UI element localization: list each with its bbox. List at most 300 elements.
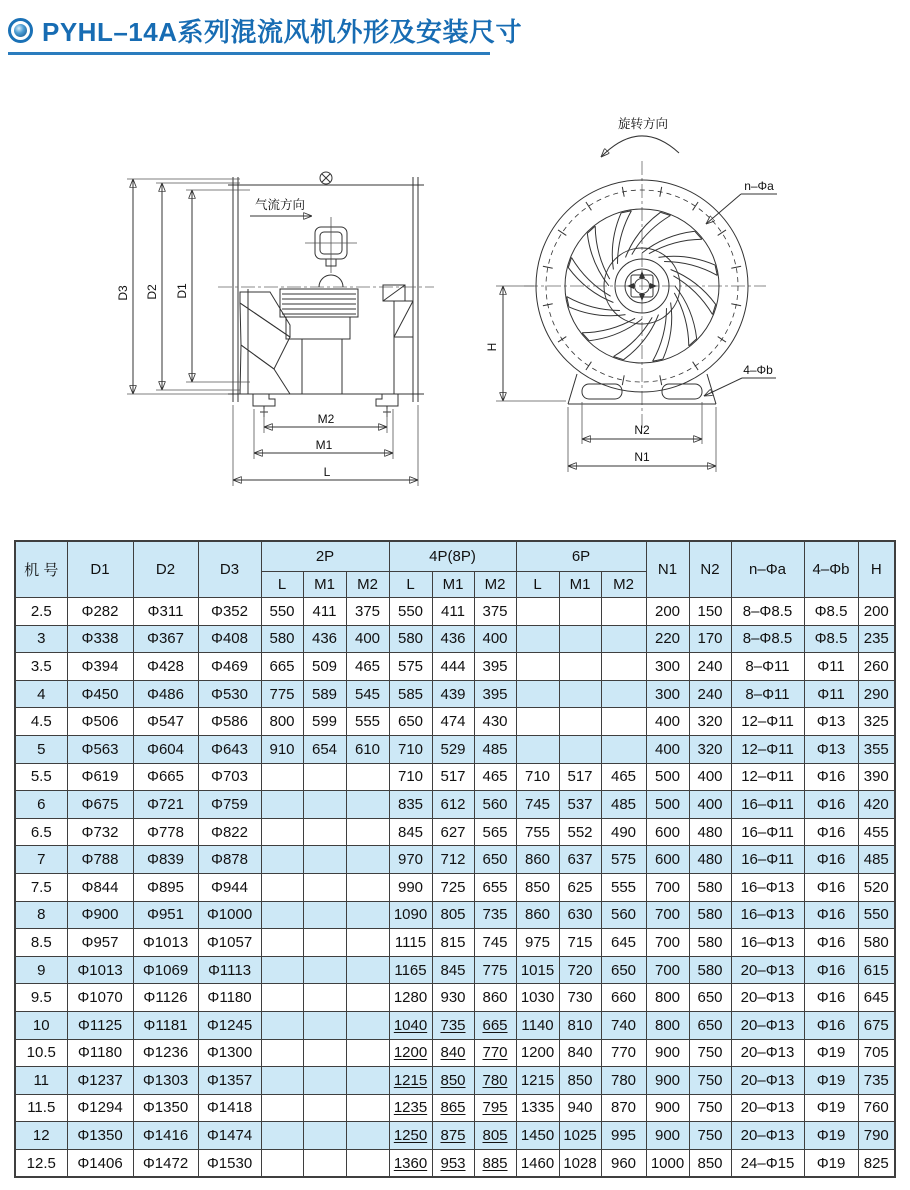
- value-cell: 705: [858, 1039, 895, 1067]
- value-cell: 465: [474, 763, 516, 791]
- value-cell: 300: [646, 680, 689, 708]
- rotation-direction: [601, 116, 679, 157]
- value-cell: 825: [858, 1149, 895, 1177]
- value-cell: [261, 929, 303, 957]
- value-cell: 8–Φ8.5: [731, 598, 804, 626]
- value-cell: 930: [432, 984, 474, 1012]
- value-cell: Φ16: [804, 984, 858, 1012]
- value-cell: Φ8.5: [804, 598, 858, 626]
- col-header-d1: D1: [67, 541, 133, 598]
- value-cell: 20–Φ13: [731, 1094, 804, 1122]
- value-cell: 589: [303, 680, 346, 708]
- value-cell: Φ11: [804, 680, 858, 708]
- value-cell: 320: [689, 735, 731, 763]
- value-cell: Φ16: [804, 929, 858, 957]
- value-cell: 875: [432, 1122, 474, 1150]
- value-cell: 1215: [389, 1067, 432, 1095]
- value-cell: 740: [601, 1011, 646, 1039]
- value-cell: [303, 956, 346, 984]
- value-cell: 390: [858, 763, 895, 791]
- value-cell: Φ778: [133, 818, 198, 846]
- table-row: [15, 929, 895, 957]
- value-cell: [346, 956, 389, 984]
- value-cell: 850: [559, 1067, 601, 1095]
- group-header-6p: 6P: [516, 541, 646, 572]
- value-cell: [303, 1122, 346, 1150]
- value-cell: Φ1416: [133, 1122, 198, 1150]
- value-cell: Φ19: [804, 1149, 858, 1177]
- value-cell: 1360: [389, 1149, 432, 1177]
- value-cell: 485: [601, 791, 646, 819]
- value-cell: [303, 1011, 346, 1039]
- value-cell: Φ16: [804, 1011, 858, 1039]
- value-cell: Φ957: [67, 929, 133, 957]
- value-cell: 775: [474, 956, 516, 984]
- value-cell: 150: [689, 598, 731, 626]
- value-cell: 395: [474, 653, 516, 681]
- sub-header-l: L: [261, 572, 303, 598]
- value-cell: Φ1070: [67, 984, 133, 1012]
- value-cell: 615: [858, 956, 895, 984]
- value-cell: Φ19: [804, 1039, 858, 1067]
- value-cell: 612: [432, 791, 474, 819]
- value-cell: Φ844: [67, 873, 133, 901]
- h-label: H: [485, 342, 499, 352]
- value-cell: 600: [646, 818, 689, 846]
- value-cell: 1280: [389, 984, 432, 1012]
- value-cell: Φ16: [804, 763, 858, 791]
- value-cell: 455: [858, 818, 895, 846]
- model-cell: 4.5: [15, 708, 67, 736]
- value-cell: 1335: [516, 1094, 559, 1122]
- table-row: [15, 846, 895, 874]
- value-cell: 8–Φ11: [731, 680, 804, 708]
- value-cell: Φ19: [804, 1094, 858, 1122]
- value-cell: 625: [559, 873, 601, 901]
- value-cell: 700: [646, 901, 689, 929]
- value-cell: Φ338: [67, 625, 133, 653]
- value-cell: Φ19: [804, 1122, 858, 1150]
- value-cell: 480: [689, 818, 731, 846]
- value-cell: 645: [858, 984, 895, 1012]
- col-header-n2: N2: [689, 541, 731, 598]
- value-cell: 710: [389, 735, 432, 763]
- col-header-n1: N1: [646, 541, 689, 598]
- value-cell: Φ1181: [133, 1011, 198, 1039]
- value-cell: Φ1013: [67, 956, 133, 984]
- value-cell: 770: [601, 1039, 646, 1067]
- value-cell: 850: [432, 1067, 474, 1095]
- value-cell: [346, 846, 389, 874]
- value-cell: [516, 653, 559, 681]
- value-cell: [601, 680, 646, 708]
- value-cell: 710: [516, 763, 559, 791]
- value-cell: [346, 1149, 389, 1177]
- table-body: [15, 598, 895, 1178]
- value-cell: 325: [858, 708, 895, 736]
- value-cell: 940: [559, 1094, 601, 1122]
- value-cell: 1028: [559, 1149, 601, 1177]
- value-cell: Φ643: [198, 735, 261, 763]
- impeller: [240, 289, 290, 394]
- value-cell: 517: [559, 763, 601, 791]
- table-row: [15, 1094, 895, 1122]
- table-row: [15, 1149, 895, 1177]
- model-cell: 11.5: [15, 1094, 67, 1122]
- technical-drawings: [0, 55, 910, 540]
- value-cell: Φ530: [198, 680, 261, 708]
- bolt-spec-label: n–Φa: [744, 179, 774, 193]
- value-cell: 580: [689, 901, 731, 929]
- model-cell: 9: [15, 956, 67, 984]
- value-cell: 805: [474, 1122, 516, 1150]
- value-cell: 436: [432, 625, 474, 653]
- col-header-n-phi-a: n–Φa: [731, 541, 804, 598]
- value-cell: [516, 708, 559, 736]
- value-cell: Φ1113: [198, 956, 261, 984]
- value-cell: 840: [559, 1039, 601, 1067]
- value-cell: 16–Φ11: [731, 846, 804, 874]
- value-cell: Φ1300: [198, 1039, 261, 1067]
- value-cell: [303, 1067, 346, 1095]
- value-cell: 8–Φ8.5: [731, 625, 804, 653]
- group-header-2p: 2P: [261, 541, 389, 572]
- sub-header-m2: M2: [601, 572, 646, 598]
- value-cell: 780: [474, 1067, 516, 1095]
- table-row: [15, 653, 895, 681]
- value-cell: 575: [601, 846, 646, 874]
- value-cell: 900: [646, 1039, 689, 1067]
- value-cell: Φ16: [804, 873, 858, 901]
- value-cell: 654: [303, 735, 346, 763]
- value-cell: [346, 901, 389, 929]
- value-cell: 490: [601, 818, 646, 846]
- value-cell: 630: [559, 901, 601, 929]
- dimension-m2: [264, 409, 387, 433]
- value-cell: [601, 625, 646, 653]
- value-cell: 755: [516, 818, 559, 846]
- value-cell: 537: [559, 791, 601, 819]
- value-cell: 400: [646, 708, 689, 736]
- value-cell: 770: [474, 1039, 516, 1067]
- foot-hole-callout: [704, 363, 776, 396]
- value-cell: 520: [858, 873, 895, 901]
- value-cell: 24–Φ15: [731, 1149, 804, 1177]
- value-cell: Φ16: [804, 818, 858, 846]
- table-row: [15, 1067, 895, 1095]
- value-cell: 750: [689, 1039, 731, 1067]
- value-cell: 411: [432, 598, 474, 626]
- value-cell: [346, 1011, 389, 1039]
- model-cell: 7: [15, 846, 67, 874]
- value-cell: [559, 598, 601, 626]
- value-cell: [303, 818, 346, 846]
- value-cell: 845: [432, 956, 474, 984]
- col-header-h: H: [858, 541, 895, 598]
- value-cell: 970: [389, 846, 432, 874]
- value-cell: 500: [646, 791, 689, 819]
- value-cell: 1235: [389, 1094, 432, 1122]
- value-cell: 555: [601, 873, 646, 901]
- page-title: PYHL–14A系列混流风机外形及安装尺寸: [42, 16, 522, 47]
- value-cell: 650: [474, 846, 516, 874]
- value-cell: 655: [474, 873, 516, 901]
- value-cell: 1040: [389, 1011, 432, 1039]
- value-cell: Φ1236: [133, 1039, 198, 1067]
- value-cell: 517: [432, 763, 474, 791]
- value-cell: [516, 735, 559, 763]
- model-cell: 8.5: [15, 929, 67, 957]
- value-cell: [346, 818, 389, 846]
- value-cell: Φ944: [198, 873, 261, 901]
- table-row: [15, 956, 895, 984]
- dimension-h: [485, 286, 566, 401]
- model-cell: 6.5: [15, 818, 67, 846]
- value-cell: 550: [389, 598, 432, 626]
- value-cell: Φ469: [198, 653, 261, 681]
- value-cell: 860: [474, 984, 516, 1012]
- model-cell: 6: [15, 791, 67, 819]
- value-cell: 400: [346, 625, 389, 653]
- value-cell: 509: [303, 653, 346, 681]
- value-cell: 170: [689, 625, 731, 653]
- value-cell: 1115: [389, 929, 432, 957]
- value-cell: 400: [689, 791, 731, 819]
- sub-header-l: L: [389, 572, 432, 598]
- value-cell: Φ732: [67, 818, 133, 846]
- value-cell: 700: [646, 873, 689, 901]
- value-cell: [601, 653, 646, 681]
- value-cell: Φ675: [67, 791, 133, 819]
- value-cell: [516, 680, 559, 708]
- value-cell: [601, 708, 646, 736]
- value-cell: 600: [646, 846, 689, 874]
- value-cell: 20–Φ13: [731, 1039, 804, 1067]
- value-cell: 290: [858, 680, 895, 708]
- value-cell: 860: [516, 901, 559, 929]
- value-cell: Φ1237: [67, 1067, 133, 1095]
- value-cell: Φ13: [804, 735, 858, 763]
- value-cell: 1250: [389, 1122, 432, 1150]
- value-cell: [261, 1011, 303, 1039]
- value-cell: Φ486: [133, 680, 198, 708]
- value-cell: 700: [646, 956, 689, 984]
- value-cell: 715: [559, 929, 601, 957]
- value-cell: [346, 1067, 389, 1095]
- value-cell: [303, 901, 346, 929]
- value-cell: [303, 1094, 346, 1122]
- value-cell: 865: [432, 1094, 474, 1122]
- value-cell: 575: [389, 653, 432, 681]
- value-cell: 735: [858, 1067, 895, 1095]
- front-view-drawing: [480, 97, 900, 507]
- value-cell: 870: [601, 1094, 646, 1122]
- value-cell: 8–Φ11: [731, 653, 804, 681]
- value-cell: [303, 929, 346, 957]
- value-cell: 650: [689, 1011, 731, 1039]
- value-cell: 1460: [516, 1149, 559, 1177]
- value-cell: Φ1418: [198, 1094, 261, 1122]
- value-cell: Φ1180: [67, 1039, 133, 1067]
- sub-header-l: L: [516, 572, 559, 598]
- value-cell: 800: [646, 984, 689, 1012]
- n2-label: N2: [634, 423, 650, 437]
- value-cell: 1200: [389, 1039, 432, 1067]
- value-cell: Φ8.5: [804, 625, 858, 653]
- value-cell: 1140: [516, 1011, 559, 1039]
- value-cell: 840: [432, 1039, 474, 1067]
- value-cell: 200: [858, 598, 895, 626]
- value-cell: [261, 763, 303, 791]
- value-cell: Φ13: [804, 708, 858, 736]
- value-cell: Φ1000: [198, 901, 261, 929]
- value-cell: 580: [689, 956, 731, 984]
- value-cell: 485: [474, 735, 516, 763]
- value-cell: Φ703: [198, 763, 261, 791]
- table-row: [15, 818, 895, 846]
- value-cell: [601, 598, 646, 626]
- value-cell: Φ19: [804, 1067, 858, 1095]
- value-cell: 700: [646, 929, 689, 957]
- value-cell: 790: [858, 1122, 895, 1150]
- value-cell: 480: [689, 846, 731, 874]
- value-cell: 260: [858, 653, 895, 681]
- value-cell: [559, 680, 601, 708]
- value-cell: [303, 873, 346, 901]
- value-cell: Φ16: [804, 791, 858, 819]
- value-cell: [303, 846, 346, 874]
- value-cell: Φ547: [133, 708, 198, 736]
- value-cell: 16–Φ13: [731, 873, 804, 901]
- value-cell: [346, 929, 389, 957]
- value-cell: 735: [432, 1011, 474, 1039]
- table-row: [15, 873, 895, 901]
- value-cell: Φ1069: [133, 956, 198, 984]
- value-cell: 500: [646, 763, 689, 791]
- value-cell: 395: [474, 680, 516, 708]
- value-cell: 850: [689, 1149, 731, 1177]
- dimension-d1: [175, 190, 250, 382]
- col-header-model: 机 号: [15, 541, 67, 598]
- value-cell: 12–Φ11: [731, 735, 804, 763]
- value-cell: [303, 791, 346, 819]
- value-cell: 835: [389, 791, 432, 819]
- value-cell: 735: [474, 901, 516, 929]
- rotation-label: 旋转方向: [617, 117, 669, 131]
- value-cell: 745: [474, 929, 516, 957]
- value-cell: 665: [474, 1011, 516, 1039]
- value-cell: Φ839: [133, 846, 198, 874]
- sub-header-m2: M2: [474, 572, 516, 598]
- value-cell: 585: [389, 680, 432, 708]
- value-cell: [261, 846, 303, 874]
- table-row: [15, 763, 895, 791]
- value-cell: 900: [646, 1094, 689, 1122]
- value-cell: Φ759: [198, 791, 261, 819]
- value-cell: 1090: [389, 901, 432, 929]
- sub-header-m2: M2: [346, 572, 389, 598]
- value-cell: 465: [346, 653, 389, 681]
- model-cell: 4: [15, 680, 67, 708]
- model-cell: 8: [15, 901, 67, 929]
- value-cell: 650: [601, 956, 646, 984]
- value-cell: [601, 735, 646, 763]
- value-cell: Φ586: [198, 708, 261, 736]
- value-cell: [559, 625, 601, 653]
- value-cell: Φ665: [133, 763, 198, 791]
- value-cell: 580: [261, 625, 303, 653]
- value-cell: [559, 708, 601, 736]
- value-cell: 1030: [516, 984, 559, 1012]
- value-cell: 580: [689, 929, 731, 957]
- value-cell: [261, 818, 303, 846]
- value-cell: 240: [689, 680, 731, 708]
- value-cell: 444: [432, 653, 474, 681]
- value-cell: 400: [689, 763, 731, 791]
- value-cell: [346, 1122, 389, 1150]
- value-cell: 240: [689, 653, 731, 681]
- table-header: [15, 541, 895, 598]
- value-cell: [261, 1094, 303, 1122]
- value-cell: 529: [432, 735, 474, 763]
- value-cell: Φ1245: [198, 1011, 261, 1039]
- value-cell: 420: [858, 791, 895, 819]
- value-cell: 20–Φ13: [731, 1122, 804, 1150]
- value-cell: 555: [346, 708, 389, 736]
- value-cell: Φ450: [67, 680, 133, 708]
- value-cell: 990: [389, 873, 432, 901]
- value-cell: 795: [474, 1094, 516, 1122]
- value-cell: 20–Φ13: [731, 956, 804, 984]
- value-cell: 560: [474, 791, 516, 819]
- col-header-d2: D2: [133, 541, 198, 598]
- value-cell: Φ1126: [133, 984, 198, 1012]
- airflow-label: 气流方向: [255, 198, 306, 212]
- value-cell: Φ619: [67, 763, 133, 791]
- value-cell: 712: [432, 846, 474, 874]
- value-cell: [303, 984, 346, 1012]
- value-cell: Φ951: [133, 901, 198, 929]
- value-cell: 725: [432, 873, 474, 901]
- value-cell: 474: [432, 708, 474, 736]
- value-cell: 720: [559, 956, 601, 984]
- value-cell: Φ367: [133, 625, 198, 653]
- value-cell: Φ1472: [133, 1149, 198, 1177]
- value-cell: 815: [432, 929, 474, 957]
- value-cell: 750: [689, 1122, 731, 1150]
- value-cell: Φ394: [67, 653, 133, 681]
- col-header-d3: D3: [198, 541, 261, 598]
- value-cell: [516, 598, 559, 626]
- value-cell: 580: [389, 625, 432, 653]
- value-cell: 900: [646, 1067, 689, 1095]
- table-row: [15, 1039, 895, 1067]
- value-cell: [346, 791, 389, 819]
- model-cell: 11: [15, 1067, 67, 1095]
- value-cell: [559, 735, 601, 763]
- value-cell: 16–Φ11: [731, 791, 804, 819]
- value-cell: [346, 1094, 389, 1122]
- value-cell: [261, 956, 303, 984]
- value-cell: Φ1013: [133, 929, 198, 957]
- table-row: [15, 984, 895, 1012]
- value-cell: 439: [432, 680, 474, 708]
- value-cell: 810: [559, 1011, 601, 1039]
- value-cell: [303, 763, 346, 791]
- value-cell: 800: [646, 1011, 689, 1039]
- value-cell: 995: [601, 1122, 646, 1150]
- page-header: [0, 0, 910, 47]
